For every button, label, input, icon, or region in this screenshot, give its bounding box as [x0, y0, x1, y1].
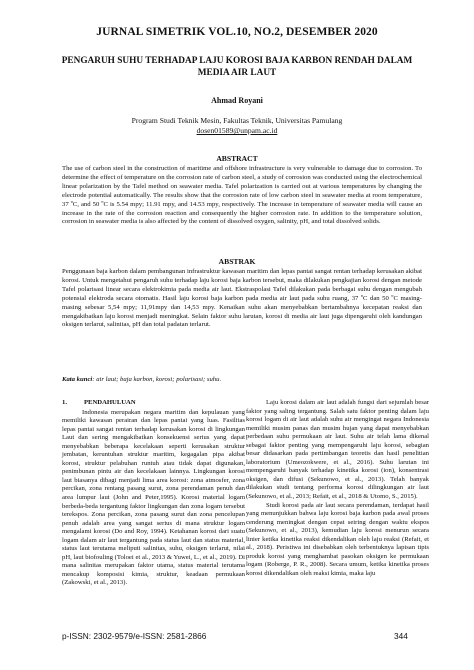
intro-paragraph-1: Indonesia merupakan negara maritim dan kepulauan yang memiliki kawasan perairan dan lepas pantai yang luas. Fasilitas lepas pantai sangat rentan terhadap kerusakan korosi di lingkungan Laut dan sering mengakibatkan konsekuensi serius yang dapat menyebabkan beberapa kecelakaan seperti kerusakan struktur jembatan, keruntuhan struktur maritim, kegagalan pipa akibat korosi, struktur pelabuhan runtuh atau tidak dapat digunakan, penimbunan pintu air dan kecelakaan lainnya. Lingkungan korosi laut biasanya dibagi menjadi lima area korosi: zona atmosfer, zona percikan, zona rentang pasang surut, zona perendaman penuh dan area lumpur laut (John and Peter,1995). Korosi material logam berbeda-beda tergantung faktor lingkungan dan zona logam tersebut terekspos. Zona percikan, zona pasang surut dan zona pencelupan penuh adalah area yang sangat serius di mana struktur logam mengalami korosi (Do and Roy, 1994). Ketahanan korosi dari suatu logam dalam air laut tergantung pada status laut dan status material, status laut terutama meliputi salinitas, suhu, oksigen terlarut, nilai pH, laut biofouling (Toloei et al., 2013 & Yuwei, L., et al., 2019). Di mana salinitas merupakan faktor utama, status material terutama mencakup komposisi kimia, struktur, keadaan permukaan (Zakowski, et al., 2013).: [62, 408, 245, 587]
paper-title: PENGARUH SUHU TERHADAP LAJU KOROSI BAJA KARBON RENDAH DALAM MEDIA AIR LAUT: [61, 56, 413, 78]
author-email-link[interactable]: dosen01589@unpam.ac.id: [196, 126, 278, 135]
intro-paragraph-3: Studi korosi pada air laut secara perendaman, terdapat hasil yang menunjukkan bahwa laju korosi baja karbon pada awal proses cenderung meningkat dengan cepat seiring dengan waktu ekspos (Sekunowo, et al., 2013), kemudian laju korosi menurun secara linier ketika kinetika reaksi dikendalikan oleh laju reaksi (Refait, et al., 2018). Peristiwa ini disebabkan oleh terbentuknya lapisan tipis produk korosi yang menghambat pasokan oksigen ke permukaan logam (Roberge, P. R., 2008). Secara umum, ketika kinetika proses korosi dikendalikan oleh reaksi kimia, maka laju: [246, 501, 429, 577]
intro-paragraph-2: Laju korosi dalam air laut adalah fungsi dari sejumlah besar faktor yang saling tergantung. Salah satu faktor penting dalam laju korosi logam di air laut adalah suhu air mengingat negara Indonesia memiliki musim panas dan musim hujan yang dapat menyebabkan perbedaan suhu permukaan air laut. Suhu air telah lama dikenal sebagai faktor penting yang mempengaruhi laju korosi, sebagian besar didasarkan pada pertimbangan teoretis dan hasil penelitian laboratorium (Umeozokwere, et al., 2016). Suhu larutan ini mempengaruhi banyak terhadap kinetika korosi (ion), konsentrasi oksigen, dan difusi (Sekunowo, et al., 2013). Telah banyak dilakukan studi tentang performa korosi dilingkungan air laut (Sekunowo, et al., 2013; Refait, et al., 2018 & Utomo, S., 2015).: [246, 399, 429, 501]
abstract-heading: ABSTRACT: [216, 154, 258, 163]
abstrak-heading: ABSTRAK: [218, 257, 256, 266]
affiliation-text: Program Studi Teknik Mesin, Fakultas Teknik, Universitas Pamulang: [131, 116, 343, 125]
section-number: 1.: [62, 399, 67, 406]
journal-header: JURNAL SIMETRIK VOL.10, NO.2, DESEMBER 2020: [96, 26, 378, 38]
section-title: PENDAHULUAN: [84, 399, 136, 406]
abstract-text: The use of carbon steel in the construction of maritime and offshore infrastructure is very vulnerable to damage due to corrosion. To determine the effect of temperature on the corrosion rate of carbon steel, a study of corrosion was conducted using the electrochemical linear polarization by the Tafel method on seawater media. Tafel polarization is carried out at various temperatures by changing the electrode potential automatically. The results show that the corrosion rate of low carbon steel in seawater media at room temperature, 37 ºC, and 50 ºC is 5.54 mpy; 11.91 mpy, and 14.53 mpy, respectively. The increase in temperature of seawater media will cause an increase in the rate of the corrosion reaction and consequently the higher corrosion rate. In addition to the temperature solution, corrosion in seawater media is also affected by the content of dissolved oxygen, salinity, pH, and total dissolved solids.: [62, 165, 422, 226]
keywords: [62, 376, 422, 383]
abstrak-text: Penggunaan baja karbon dalam pembangunan infrastruktur kawasan maritim dan lepas pantai sangat rentan terhadap kerusakan akibat korosi. Untuk mengetahui pengaruh suhu terhadap laju korosi baja karbon tersebut, maka dilakukan pengkajian korosi dengan metode Tafel polarisasi linear secara elektrokimia pada media air laut. Ekstraspolasi Tafel dilakukan pada berbagai suhu dengan mengubah potensial elektroda secara otomatis. Hasil laju korosi baja karbon pada media air laut pada suhu ruang, 37 ºC dan 50 ºC masing-masing sebesar 5,54 mpy; 11,91mpy dan 14,53 mpy. Kenaikan suhu akan menyebabkan bertambahnya kecepatan reaksi dan mengakibatkan laju korosi menjadi meningkat. Selain faktor suhu larutan, korosi di media air laut juga dipengaruhi oleh kandungan oksigen terlarut, salinitas, pH dan total padatan terlarut.: [62, 268, 422, 329]
footer-issn: p-ISSN: 2302-9579/e-ISSN: 2581-2866: [62, 631, 207, 641]
keywords-text: : air laut; baja karbon, korosi; polarisasi; suhu.: [92, 376, 222, 383]
section-heading: [62, 399, 245, 408]
page-number: 344: [394, 631, 408, 641]
author-affiliation: [0, 116, 474, 136]
right-column: [246, 399, 429, 578]
author-name: Ahmad Royani: [211, 96, 263, 105]
keywords-label: Kata kunci: [62, 376, 93, 383]
left-column: [62, 399, 245, 588]
